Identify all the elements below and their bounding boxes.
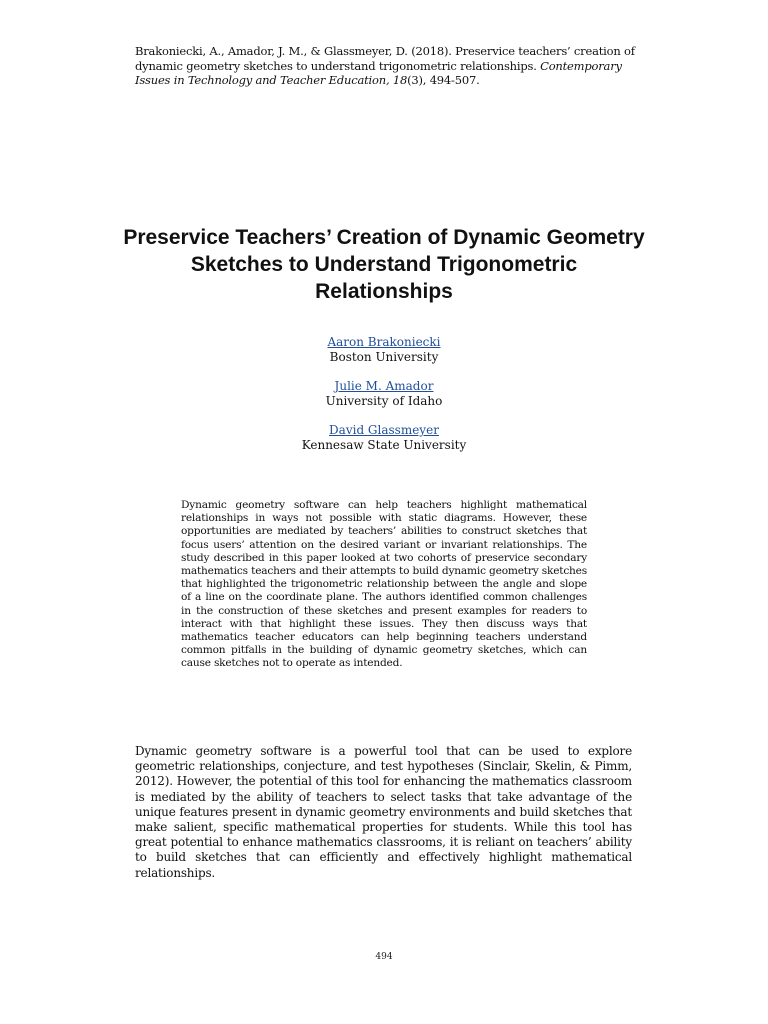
author-affiliation: University of Idaho	[325, 394, 443, 408]
citation-journal: Contemporary Issues in Technology and Teacher Education, 18	[135, 58, 622, 87]
citation-text: Brakoniecki, A., Amador, J. M., & Glassmeyer, D. (2018). Preservice teachers’ creation of dynamic geometry sketches to understand trigonometric relationships.	[135, 44, 635, 73]
abstract: Dynamic geometry software can help teachers highlight mathematical relationships in ways not possible with static diagrams. However, these opportunities are mediated by teachers’ abilities to construct sketches that focus users’ attention on the desired variant or invariant relationships. The study described in this paper looked at two cohorts of preservice secondary mathematics teachers and their attempts to build dynamic geometry sketches that highlighted the trigonometric relationship between the angle and slope of a line on the coordinate plane. The authors identified common challenges in the construction of these sketches and present examples for readers to interact with that highlight these issues. They then discuss ways that mathematics teacher educators can help beginning teachers understand common pitfalls in the building of dynamic geometry sketches, which can cause sketches not to operate as intended.	[181, 499, 587, 670]
author-name-link[interactable]: Julie M. Amador	[334, 379, 434, 393]
body-paragraph: Dynamic geometry software is a powerful tool that can be used to explore geometric relationships, conjecture, and test hypotheses (Sinclair, Skelin, & Pimm, 2012). However, the potential of this tool for enhancing the mathematics classroom is mediated by the ability of teachers to select tasks that take advantage of the unique features present in dynamic geometry environments and build sketches that make salient, specific mathematical properties for students. While this tool has great potential to enhance mathematics classrooms, it is reliant on teachers’ ability to build sketches that can efficiently and effectively highlight mathematical relationships.	[135, 744, 632, 880]
author-affiliation: Boston University	[329, 350, 439, 364]
author-list	[234, 335, 534, 467]
author-2	[234, 379, 534, 409]
author-3	[234, 423, 534, 453]
page-number: 494	[375, 952, 393, 962]
author-name-link[interactable]: David Glassmeyer	[329, 423, 439, 437]
citation-issue: (3), 494-507.	[407, 73, 480, 87]
paper-title: Preservice Teachers’ Creation of Dynamic Geometry Sketches to Understand Trigonometric Relationships	[123, 226, 645, 303]
author-1	[234, 335, 534, 365]
citation	[135, 44, 635, 88]
author-name-link[interactable]: Aaron Brakoniecki	[327, 335, 441, 349]
author-affiliation: Kennesaw State University	[301, 438, 467, 452]
